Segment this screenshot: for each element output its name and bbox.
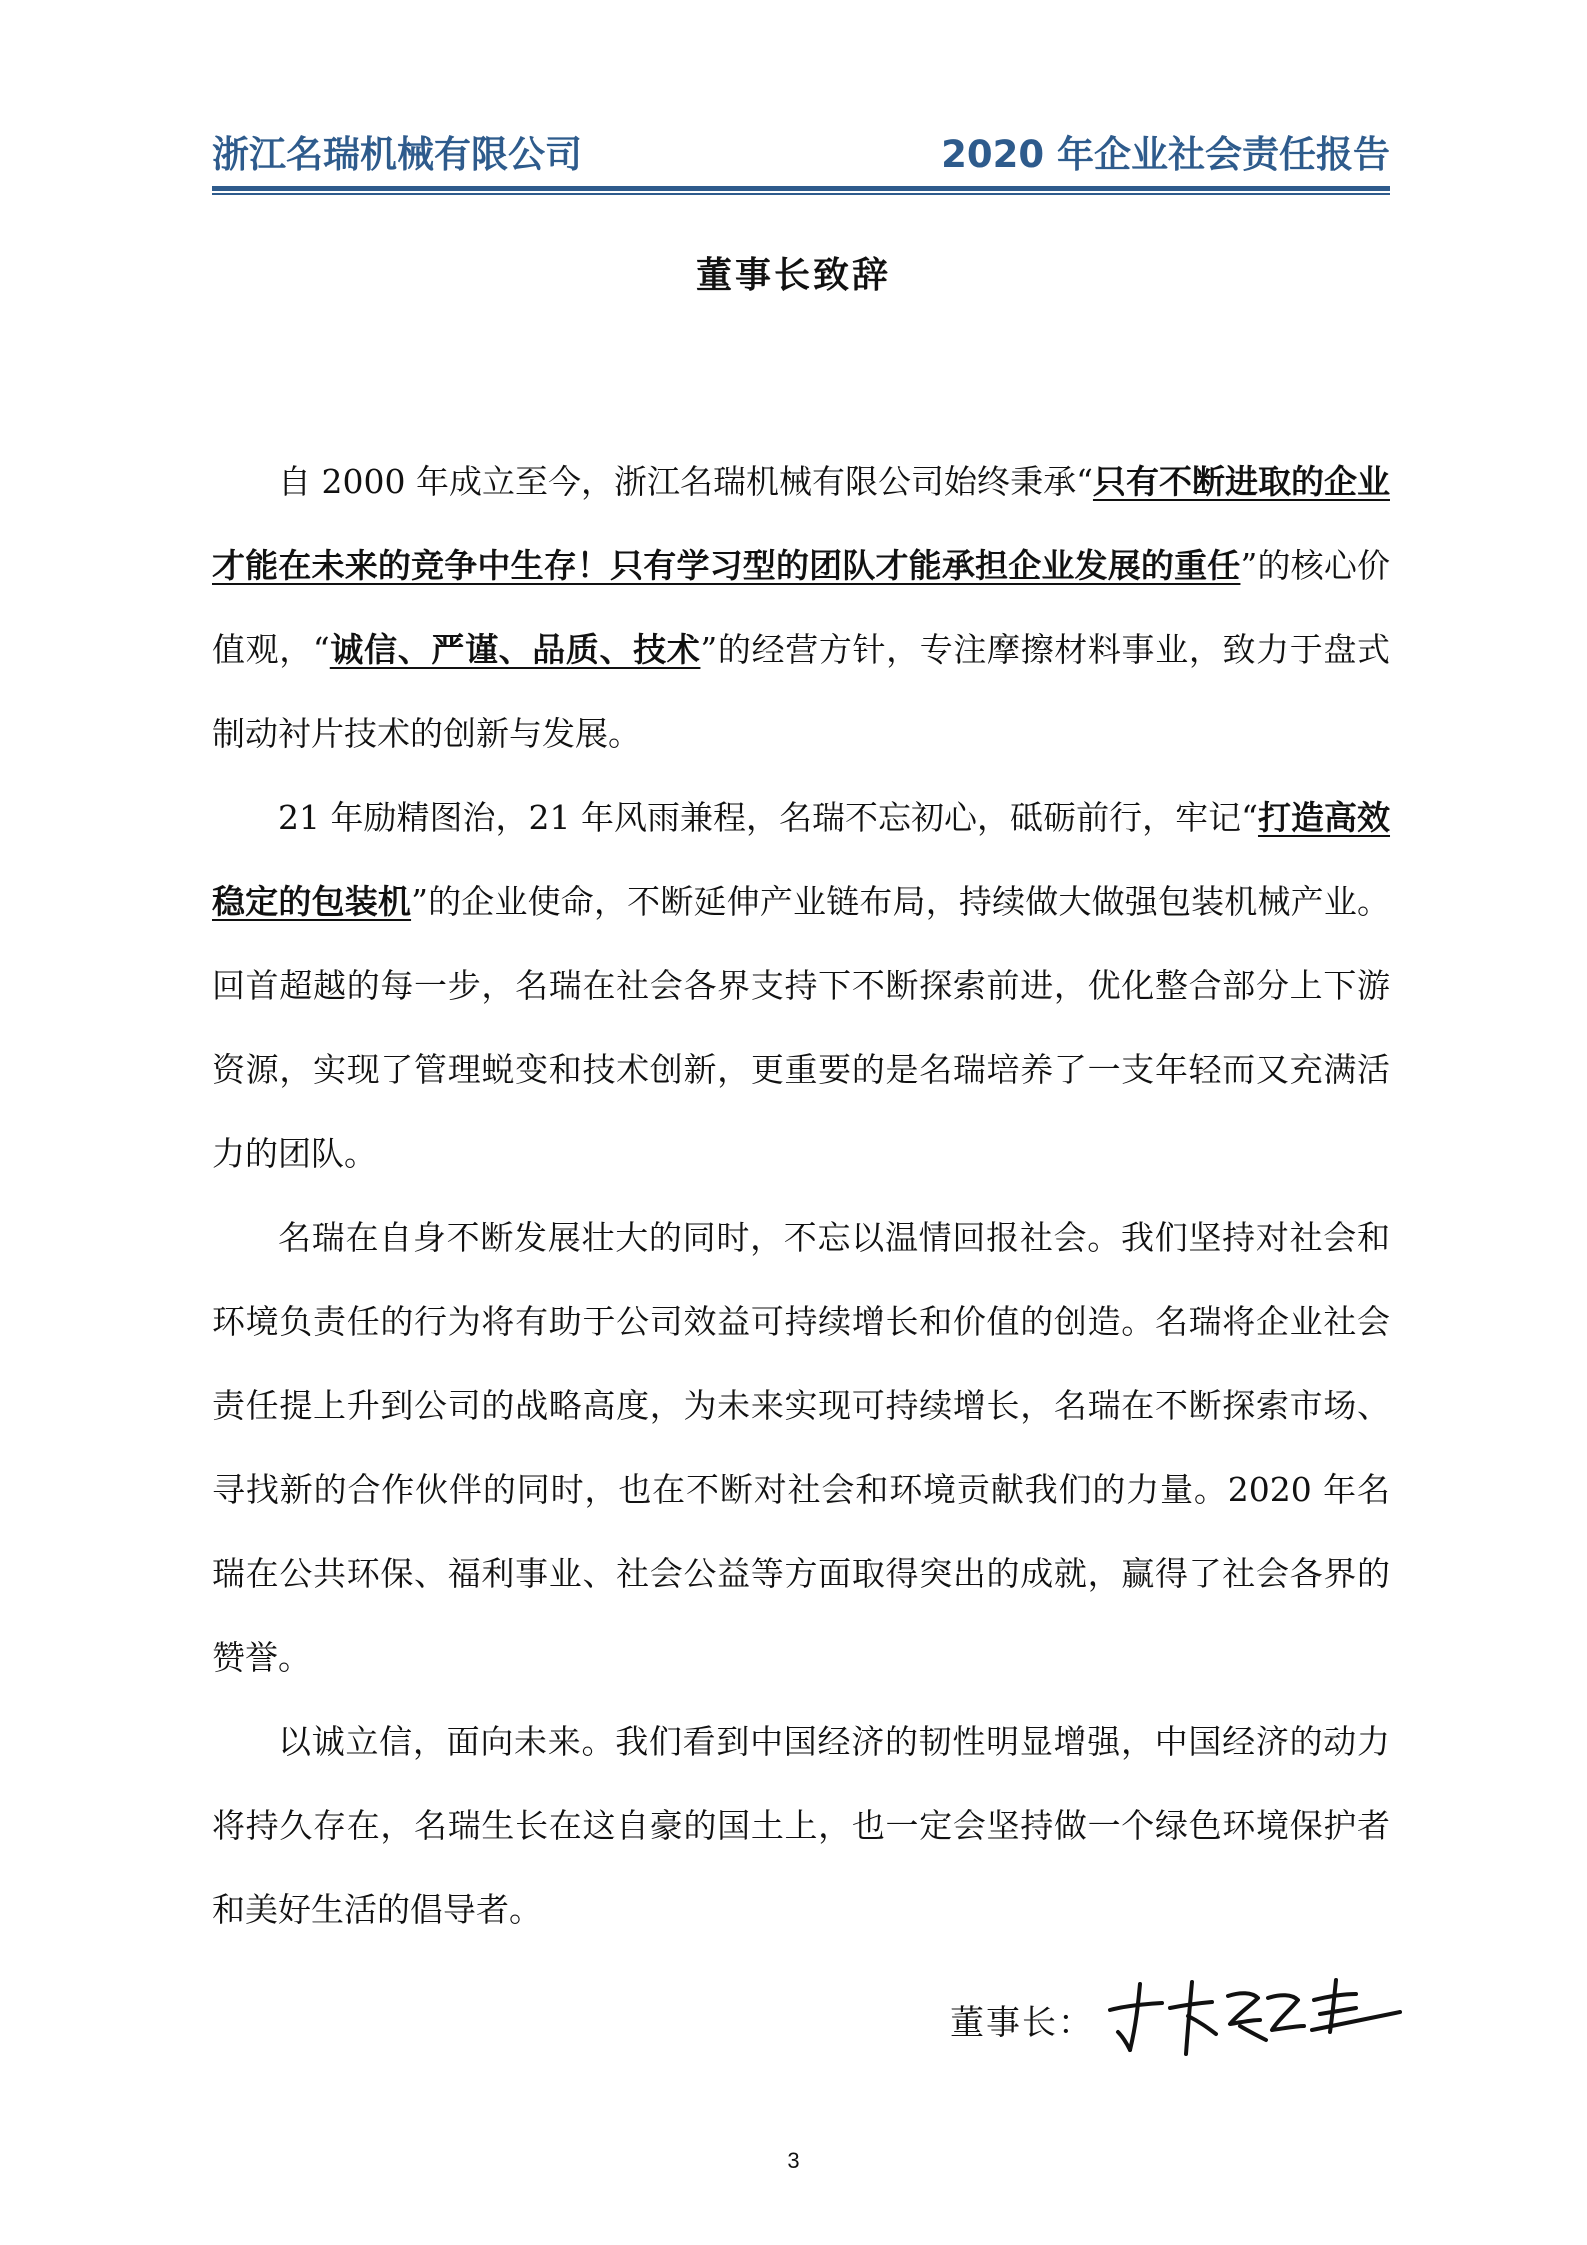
letter-body [212, 440, 1390, 1952]
header-report-title: 2020 年企业社会责任报告 [941, 133, 1390, 176]
page-title: 董事长致辞 [695, 255, 891, 296]
paragraph-text: 以诚立信，面向未来。我们看到中国经济的韧性明显增强，中国经济的动力将持久存在，名瑞生长在这自豪的国土上，也一定会坚持做一个绿色环境保护者和美好生活的倡导者。 [212, 1722, 1390, 1929]
paragraph-text: 自 2000 年成立至今，浙江名瑞机械有限公司始终秉承“ [278, 462, 1093, 501]
emphasized-phrase: 只有不断进取的企业才能在未来的竞争中生存！只有学习型的团队才能承担企业发展的重任 [212, 462, 1390, 585]
emphasized-phrase: 诚信、严谨、品质、技术 [329, 630, 701, 669]
header-rule-thin [212, 193, 1390, 195]
body-paragraph [212, 440, 1390, 776]
body-paragraph [212, 776, 1390, 1196]
paragraph-text: ”的经营方针，专注摩擦材料事业，致力于盘式制动衬片技术的创新与发展。 [212, 630, 1391, 753]
emphasized-phrase: 打造高效稳定的包装机 [212, 798, 1391, 921]
header-company-name: 浙江名瑞机械有限公司 [212, 133, 582, 176]
paragraph-text: 21 年励精图治，21 年风雨兼程，名瑞不忘初心，砥砺前行，牢记“ [278, 798, 1258, 837]
paragraph-text: ”的核心价值观，“ [212, 546, 1391, 669]
body-paragraph [212, 1196, 1390, 1700]
page-header [212, 118, 1390, 178]
handwritten-signature [1100, 1970, 1410, 2060]
paragraph-text: 名瑞在自身不断发展壮大的同时，不忘以温情回报社会。我们坚持对社会和环境负责任的行为将有助于公司效益可持续增长和价值的创造。名瑞将企业社会责任提上升到公司的战略高度，为未来实现可持续增长，名瑞在不断探索市场、寻找新的合作伙伴的同时，也在不断对社会和环境贡献我们的力量。2020 年名瑞在公共环保、福利事业、社会公益等方面取得突出的成就，赢得了社会各界的赞誉。 [212, 1218, 1390, 1677]
page-number: 3 [787, 2148, 800, 2173]
header-rule [212, 186, 1390, 191]
signature-label: 董事长： [950, 2003, 1094, 2043]
signature-block [950, 1960, 1410, 2060]
body-paragraph [212, 1700, 1390, 1952]
paragraph-text: ”的企业使命，不断延伸产业链布局，持续做大做强包装机械产业。回首超越的每一步，名瑞在社会各界支持下不断探索前进，优化整合部分上下游资源，实现了管理蜕变和技术创新，更重要的是名瑞培养了一支年轻而又充满活力的团队。 [212, 882, 1391, 1173]
